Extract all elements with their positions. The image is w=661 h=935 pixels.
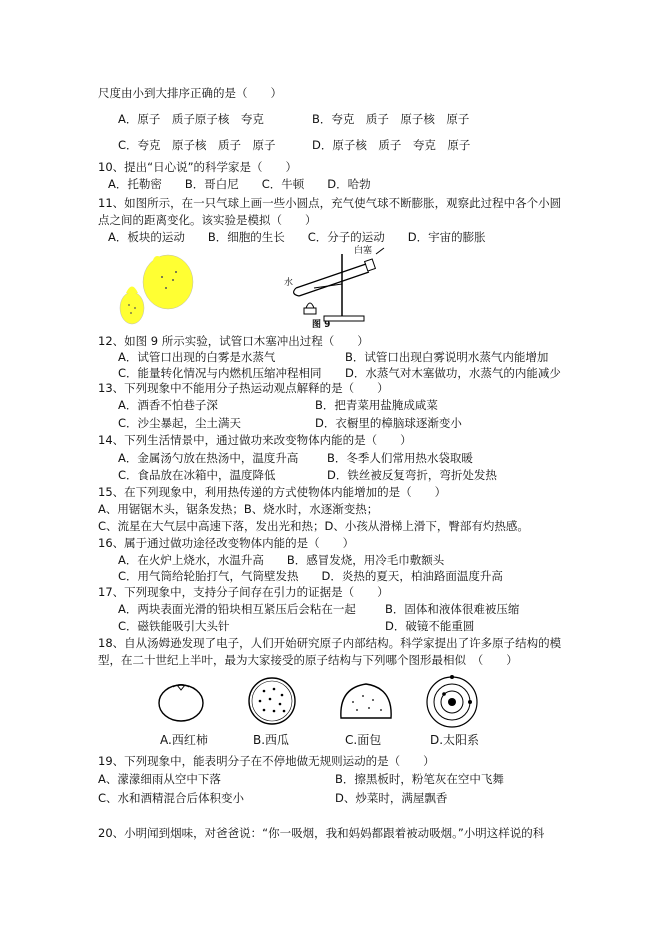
q19-option-a: A、濛濛细雨从空中下落 (98, 772, 221, 786)
q14-option-b: B．冬季人们常用热水袋取暖 (327, 451, 473, 465)
q12-option-d: D．水蒸气对木塞做功，水蒸气的内能减少 (345, 366, 561, 380)
q17-stem: 17、下列现象中，支持分子间存在引力的证据是（ ） (98, 585, 389, 599)
q17-option-b: B．固体和液体很难被压缩 (385, 602, 520, 616)
bread-figure (337, 680, 395, 722)
q17-option-c: C．磁铁能吸引大头针 (118, 619, 230, 633)
solar-system-figure (424, 674, 480, 730)
q11-stem-line2: 点之间的距离变化。该实验是模拟（ ） (98, 213, 317, 227)
q9-option-b: B．夸克 质子 原子核 原子 (312, 112, 470, 126)
figure9-apparatus (284, 246, 394, 332)
q17-option-d: D．破镜不能重圆 (385, 619, 475, 633)
q13-option-b: B．把青菜用盐腌成咸菜 (315, 398, 438, 412)
balloon-figure (110, 250, 200, 335)
q19-option-c: C、水和酒精混合后体积变小 (98, 791, 245, 805)
q20-stem: 20、小明闻到烟味，对爸爸说：“你一吸烟，我和妈妈都跟着被动吸烟。”小明这样说的科 (98, 826, 545, 840)
caption-bread: C.面包 (345, 733, 382, 747)
q12-option-c: C．能量转化情况与内燃机压缩冲程相同 (118, 366, 322, 380)
watermelon-figure (246, 675, 298, 727)
figure9-caption: 图 9 (312, 320, 331, 330)
q16-options-cd: C．用气筒给轮胎打气，气筒壁发热 D．炎热的夏天，柏油路面温度升高 (118, 569, 503, 583)
large-balloon (143, 255, 193, 309)
q10-options: A．托勒密 B．哥白尼 C．牛顿 D．哈勃 (108, 177, 371, 191)
q13-option-c: C．沙尘暴起，尘土满天 (118, 416, 242, 430)
q18-stem-line1: 18、自从汤姆逊发现了电子，人们开始研究原子内部结构。科学家提出了许多原子结构的模 (98, 636, 562, 650)
caption-solar-system: D.太阳系 (430, 733, 480, 747)
q11-options: A．板块的运动 B．细胞的生长 C．分子的运动 D．宇宙的膨胀 (108, 230, 486, 244)
q10-stem: 10、提出“日心说”的科学家是（ ） (98, 160, 298, 174)
tomato-figure (155, 678, 207, 724)
q16-options-ab: A．在火炉上烧水，水温升高 B．感冒发烧，用冷毛巾敷额头 (118, 553, 445, 567)
q11-stem-line1: 11、如图所示，在一只气球上画一些小圆点，充气使气球不断膨胀，观察此过程中各个小圆 (98, 196, 562, 210)
q13-stem: 13、下列现象中不能用分子热运动观点解释的是（ ） (98, 381, 389, 395)
q19-option-b: B．擦黑板时，粉笔灰在空中飞舞 (335, 772, 504, 786)
q17-option-a: A．两块表面光滑的铅块相互紧压后会粘在一起 (118, 602, 356, 616)
q13-option-a: A．酒香不怕巷子深 (118, 398, 218, 412)
caption-tomato: A.西红柿 (160, 733, 208, 747)
q14-option-c: C．食品放在冰箱中，温度降低 (118, 468, 276, 482)
q15-options-cd: C、流星在大气层中高速下落，发出光和热；D、小孩从滑梯上滑下，臀部有灼热感。 (98, 519, 529, 533)
caption-watermelon: B.西瓜 (253, 733, 290, 747)
figure9-label-cork: 白塞 (354, 246, 373, 256)
figure9-label-water: 水 (284, 278, 294, 288)
q19-option-d: D、炒菜时，满屋飘香 (335, 791, 448, 805)
q14-option-a: A．金属汤勺放在热汤中，温度升高 (118, 451, 299, 465)
q9-option-a: A．原子 质子原子核 夸克 (118, 112, 264, 126)
q9-option-c: C．夸克 原子核 质子 原子 (118, 138, 276, 152)
q12-option-b: B．试管口出现白雾说明水蒸气内能增加 (345, 350, 549, 364)
q19-stem: 19、下列现象中，能表明分子在不停地做无规则运动的是（ ） (98, 754, 435, 768)
q14-stem: 14、下列生活情景中，通过做功来改变物体内能的是（ ） (98, 433, 412, 447)
q18-stem-line2: 型，在二十世纪上半叶，最为大家接受的原子结构与下列哪个图形最相似 （ ） (98, 653, 518, 667)
q12-stem: 12、如图 9 所示实验，试管口木塞冲出过程（ ） (98, 334, 369, 348)
q14-option-d: D．铁丝被反复弯折，弯折处发热 (327, 468, 497, 482)
q15-options-ab: A、用锯锯木头，锯条发热；B、烧水时，水逐渐变热； (98, 502, 379, 516)
small-balloon (120, 287, 144, 325)
q13-option-d: D．衣橱里的樟脑球逐渐变小 (315, 416, 462, 430)
q9-stem: 尺度由小到大排序正确的是（ ） (98, 86, 282, 100)
q9-option-d: D．原子核 质子 夸克 原子 (312, 138, 471, 152)
q15-stem: 15、在下列现象中，利用热传递的方式使物体内能增加的是（ ） (98, 485, 447, 499)
q12-option-a: A．试管口出现的白雾是水蒸气 (118, 350, 276, 364)
q16-stem: 16、属于通过做功途径改变物体内能的是（ ） (98, 536, 355, 550)
